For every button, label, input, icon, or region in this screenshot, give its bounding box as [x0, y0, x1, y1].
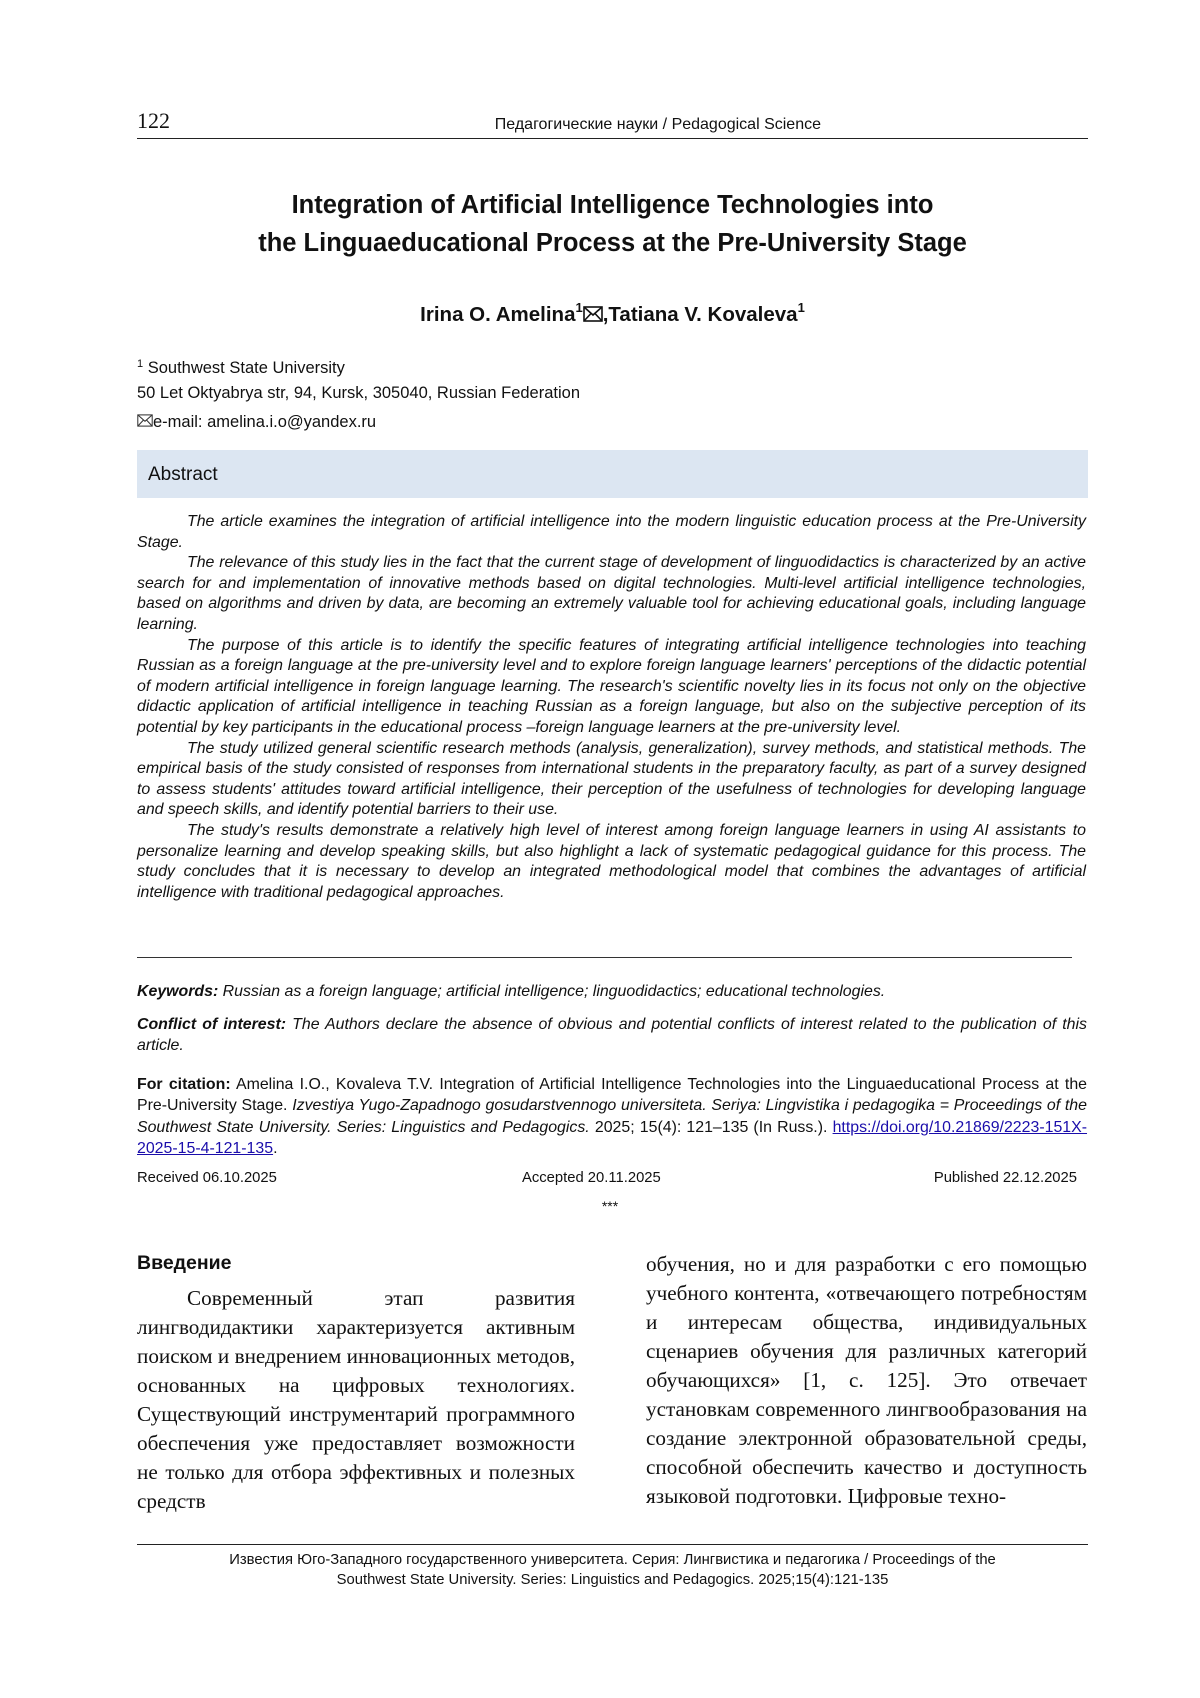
title-line-1: Integration of Artificial Intelligence Technologies into: [291, 191, 934, 219]
affiliation-sup: 1: [137, 358, 144, 370]
citation-end: .: [273, 1139, 278, 1157]
affiliation: [137, 352, 580, 406]
citation: [137, 1074, 1087, 1159]
section-title: Введение: [137, 1252, 232, 1274]
article-title: [137, 186, 1088, 262]
abstract-paragraph: The article examines the integration of artificial intelligence into the modern linguistic education process at the Pre-University Stage.: [137, 513, 1086, 551]
abstract-paragraph: The study's results demonstrate a relatively high level of interest among foreign language learners in using AI assistants to personalize learning and develop speaking skills, but also highlight a lack of systematic pedagogical guidance for this process. The study concludes that it is necessary to develop an integrated methodological model that combines the advantages of artificial intelligence with traditional pedagogical approaches.: [137, 821, 1086, 901]
conflict-of-interest: [137, 1014, 1087, 1056]
author-1: Irina O. Amelina: [420, 303, 576, 326]
body-right-column: обучения, но и для разработки с его помощью учебного контента, «отвечающего потребностям и интересам общества, индивидуальных сценариев обучения для различных категорий обучающихся» [1, с. 125]. Это отвечает установкам современного лингвообразования на создание электронной образовательной среды, способной обеспечить качество и доступность языковой подготовки. Цифровые техно-: [646, 1252, 1087, 1508]
doi-link[interactable]: https://doi.org/10.21869/2223-151X-2025-15-4-121-135: [137, 1118, 1088, 1157]
footer-line-1: Известия Юго-Западного государственного университета. Серия: Лингвистика и педагогика / Proceedings of the: [229, 1552, 996, 1568]
accepted-date: Accepted 20.11.2025: [522, 1170, 661, 1186]
email-text: e-mail: amelina.i.o@yandex.ru: [153, 413, 377, 431]
citation-text: Amelina I.O., Kovaleva T.V. Integration of Artificial Intelligence Technologies into the Linguaeducational Process at the Pre-University Stage.: [137, 1076, 1087, 1115]
author-2-affil-sup: 1: [797, 300, 805, 315]
abstract-label: Abstract: [148, 464, 218, 485]
journal-footer: [137, 1550, 1088, 1590]
authors: [137, 300, 1088, 327]
abstract-paragraph: The study utilized general scientific research methods (analysis, generalization), survey methods, and statistical methods. The empirical basis of the study consisted of responses from international students in the preparatory faculty, as part of a survey designed to assess students' attitudes toward artificial intelligence, their perception of the usefulness of technologies for developing language and speech skills, and identify potential barriers to their use.: [137, 739, 1086, 819]
footer-line-2: Southwest State University. Series: Linguistics and Pedagogics. 2025;15(4):121-135: [336, 1572, 889, 1588]
body-left-column: Современный этап развития лингводидактики характеризуется активным поиском и внедрением инновационных методов, основанных на цифровых технологиях. Существующий инструментарий программного обеспечения уже предоставляет возможности не только для отбора эффективных и полезных средств: [137, 1286, 575, 1513]
author-separator: ,: [602, 303, 609, 326]
abstract-paragraph: The relevance of this study lies in the fact that the current stage of development of linguodidactics is characterized by an active search for and implementation of innovative methods based on digital technologies. Multi-level artificial intelligence technologies, based on algorithms and driven by data, are becoming an extremely valuable tool for achieving educational goals, including language learning.: [137, 554, 1086, 633]
citation-label: For citation:: [137, 1076, 231, 1093]
envelope-icon: [137, 414, 153, 427]
journal-section-header: Педагогические науки / Pedagogical Science: [494, 116, 821, 133]
page-number: 122: [137, 108, 170, 133]
abstract-heading-bar: [137, 450, 1088, 498]
section-separator: ***: [601, 1198, 619, 1214]
keywords-text: Russian as a foreign language; artificial intelligence; linguodidactics; educational technologies.: [222, 983, 886, 1000]
conflict-label: Conflict of interest:: [137, 1016, 287, 1033]
author-1-affil-sup: 1: [575, 300, 583, 315]
envelope-icon: [583, 306, 603, 322]
keywords: [137, 981, 1087, 1002]
abstract-paragraph: The purpose of this article is to identify the specific features of integrating artificial intelligence technologies into teaching Russian as a foreign language at the pre-university level and to explore foreign language learners' perceptions of the didactic potential of modern artificial intelligence in foreign language learning. The research's scientific novelty lies in its focus not only on the objective didactic application of artificial intelligence in teaching Russian as a foreign language, but also on the subjective perception of its potential by key participants in the educational process –foreign language learners at the pre-university level.: [137, 636, 1086, 736]
email-line: [137, 413, 376, 432]
affiliation-address: 50 Let Oktyabrya str, 94, Kursk, 305040, Russian Federation: [137, 384, 580, 402]
author-2: Tatiana V. Kovaleva: [608, 303, 798, 326]
header-divider: [137, 138, 1088, 139]
citation-volume: 2025; 15(4): 121–135 (In Russ.).: [594, 1118, 828, 1136]
citation-journal: Izvestiya Yugo-Zapadnogo gosudarstvennogo universiteta. Seriya: Lingvistika i pedagogika = Proceedings of the Southwest State University. Series: Linguistics and Pedagogics.: [137, 1097, 1087, 1136]
conflict-text: The Authors declare the absence of obvious and potential conflicts of interest related to the publication of this article.: [137, 1016, 1087, 1054]
affiliation-name: Southwest State University: [147, 359, 345, 377]
published-date: Published 22.12.2025: [933, 1170, 1077, 1186]
received-date: Received 06.10.2025: [137, 1170, 277, 1186]
abstract-divider: [137, 957, 1072, 958]
abstract-body: [137, 512, 1086, 903]
keywords-label: Keywords:: [137, 983, 219, 1000]
title-line-2: the Linguaeducational Process at the Pre-University Stage: [258, 229, 967, 257]
footer-divider: [137, 1544, 1088, 1545]
